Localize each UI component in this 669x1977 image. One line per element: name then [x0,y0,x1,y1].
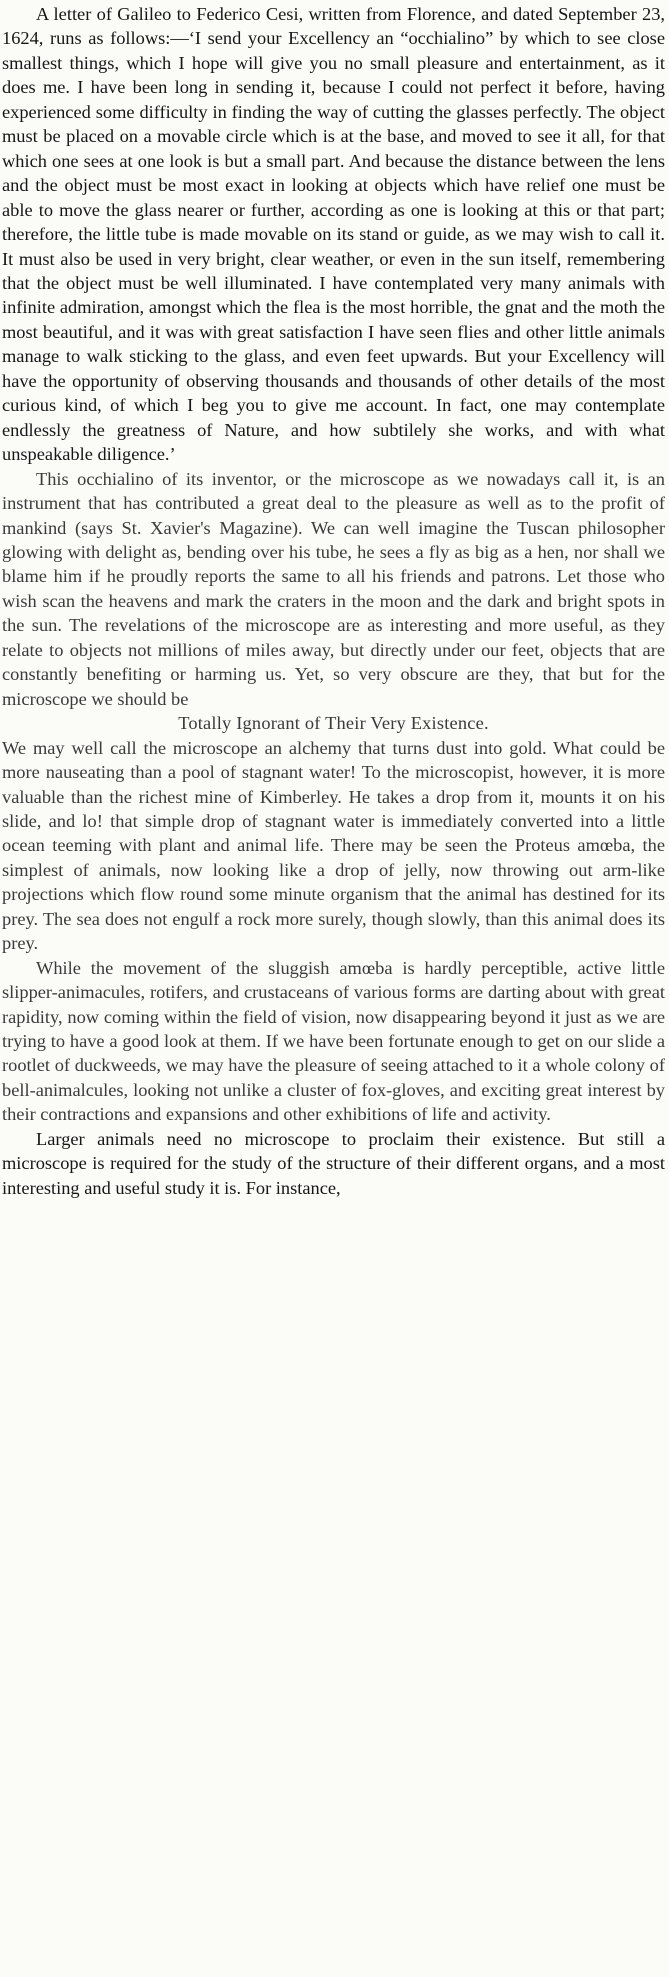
paragraph-amoeba-movement: While the movement of the sluggish amœba is hardly perceptible, active little slipper-animacules, rotifers, and crustaceans of various forms are darting about with great rapidity, now coming within the field of vision, now disappearing beyond it just as we are trying to have a good look at them. If we have been fortunate enough to get on our slide a rootlet of duckweeds, we may have the pleasure of seeing attached to it a whole colony of bell-animalcules, looking not unlike a cluster of fox-gloves, and exciting great interest by their contractions and expansions and other exhibitions of life and activity. [2,957,665,1125]
paragraph-occhialino: This occhialino of its inventor, or the microscope as we nowadays call it, is an instrument that has contributed a great deal to the pleasure as well as to the profit of mankind (says St. Xavier's Magazine). We can well imagine the Tuscan philosopher glowing with delight as, bending over his tube, he sees a fly as big as a hen, nor shall we blame him if he proudly reports the same to all his friends and patrons. Let those who wish scan the heavens and mark the craters in the moon and the dark and bright spots in the sun. The revelations of the microscope are as interesting and more useful, as they relate to objects not millions of miles away, but directly under our feet, objects that are constantly benefiting or harming us. Yet, so very obscure are they, that but for the microscope we should be [2,468,665,709]
paragraph-galileo-letter: A letter of Galileo to Federico Cesi, written from Florence, and dated September 23, 1624, runs as follows:—‘I send your Excellency an “occhialino” by which to see close smallest things, which I hope will give you no small pleasure and entertainment, as it does me. I have been long in sending it, because I could not perfect it before, having experienced some difficulty in finding the way of cutting the glasses perfectly. The object must be placed on a movable circle which is at the base, and moved to see it all, for that which one sees at one look is but a small part. And because the distance between the lens and the object must be most exact in looking at objects which have relief one must be able to move the glass nearer or further, according as one is looking at this or that part; therefore, the little tube is made movable on its stand or guide, as we may wish to call it. It must also be used in very bright, clear weather, or even in the sun itself, remembering that the object must be well illuminated. I have contemplated very many animals with infinite admiration, amongst which the flea is the most horrible, the gnat and the moth the most beautiful, and it was with great satisfaction I have seen flies and other little animals manage to walk sticking to the glass, and even feet upwards. But your Excellency will have the opportunity of observing thousands and thousands of other details of the most curious kind, of which I beg you to give me account. In fact, one may contemplate endlessly the greatness of Nature, and how subtilely she works, and with what unspeakable diligence.’ [2,4,665,465]
paragraph-alchemy: We may well call the microscope an alchemy that turns dust into gold. What could be more nauseating than a pool of stagnant water! To the microscopist, however, it is more valuable than the richest mine of Kimberley. He takes a drop from it, mounts it on his slide, and lo! that simple drop of stagnant water is immediately converted into a little ocean teeming with plant and animal life. There may be seen the Proteus amœba, the simplest of animals, now looking like a drop of jelly, now throwing out arm-like projections which flow round some minute organism that the animal has destined for its prey. The sea does not engulf a rock more surely, though slowly, than this animal does its prey. [2,737,665,954]
section-subheading: Totally Ignorant of Their Very Existence. [178,713,489,734]
paragraph-larger-animals: Larger animals need no microscope to proclaim their existence. But still a microscope is required for the study of the structure of their different organs, and a most interesting and useful study it is. For instance, [2,1128,665,1198]
